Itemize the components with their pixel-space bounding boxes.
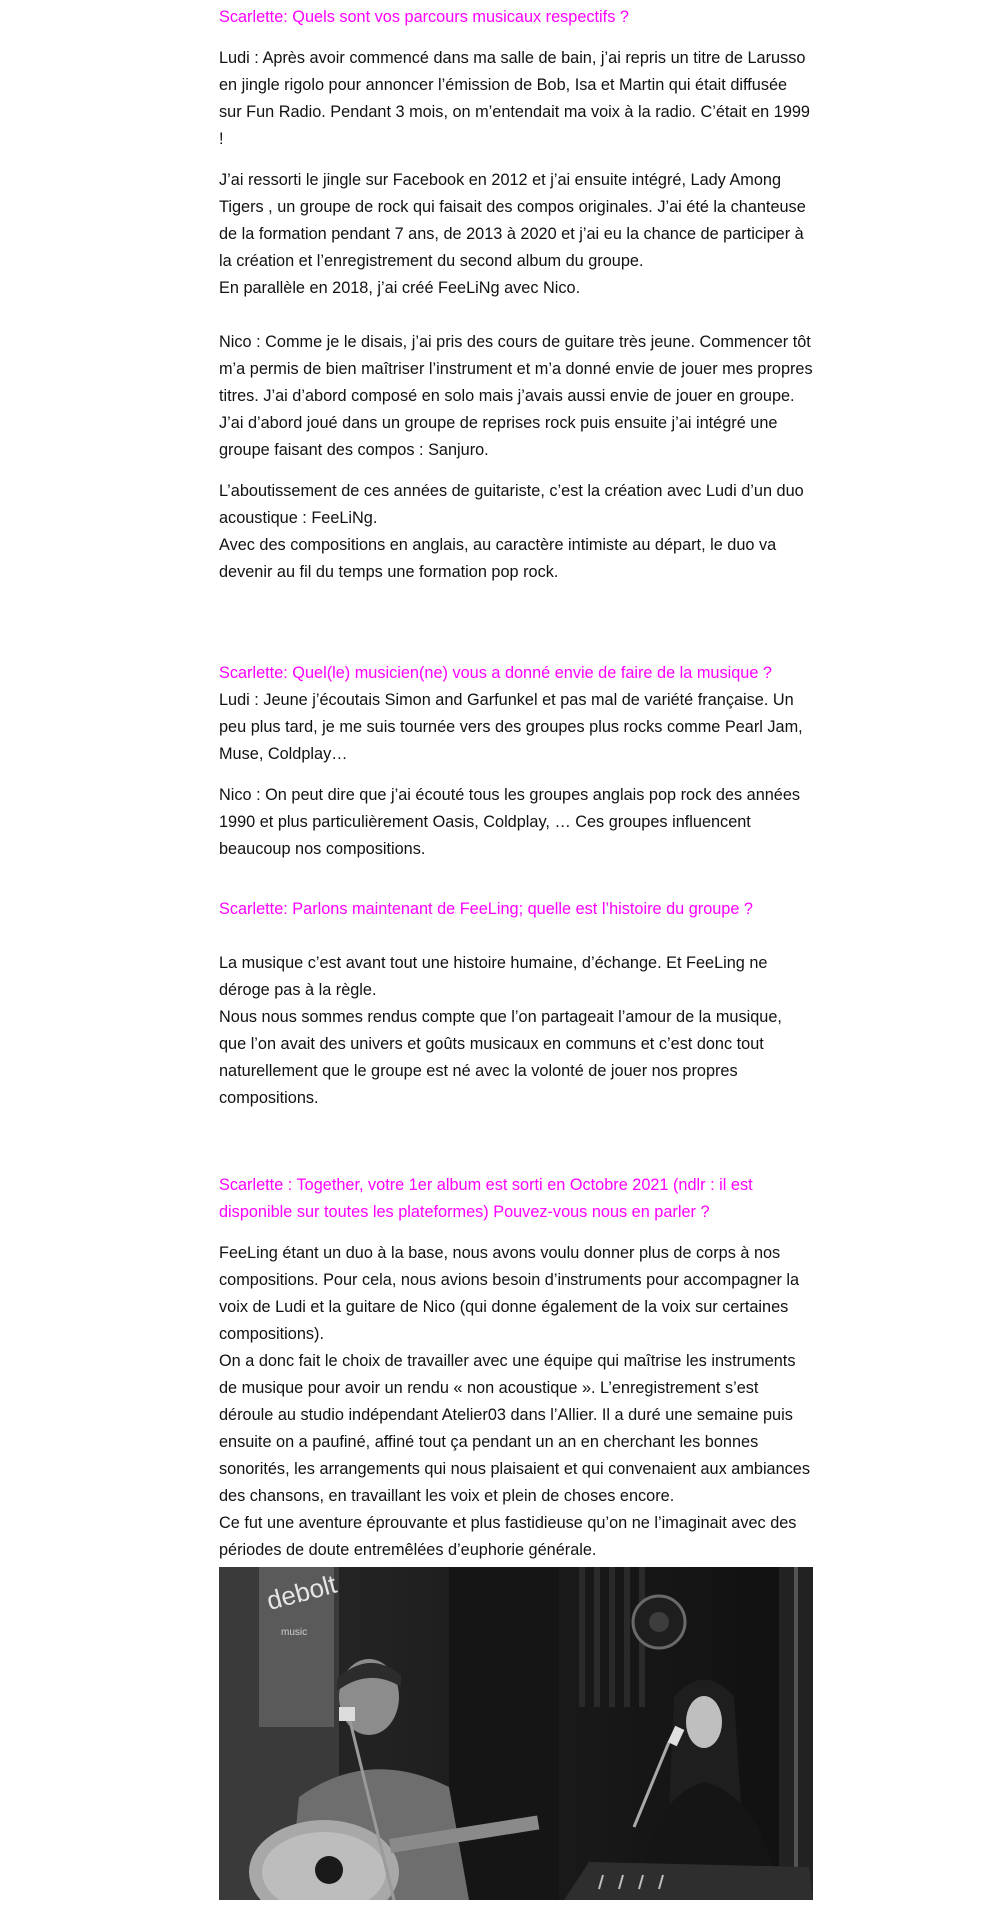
- answer-nico-parcours-2: L’aboutissement de ces années de guitariste, c’est la création avec Ludi d’un duo acoustique : FeeLiNg.: [219, 482, 804, 527]
- answer-nico-parcours-3: Avec des compositions en anglais, au caractère intimiste au départ, le duo va devenir au fil du temps une formation pop rock.: [219, 536, 777, 581]
- answer-album-3: Ce fut une aventure éprouvante et plus fastidieuse qu’on ne l’imaginait avec des périodes de doute entremêlées d’euphorie générale.: [219, 1514, 797, 1559]
- question-album: Scarlette : Together, votre 1er album est sorti en Octobre 2021 (ndlr : il est disponible sur toutes les plateformes) Pouvez-vous nous en parler ?: [219, 1176, 753, 1221]
- article-body: [219, 0, 813, 1564]
- poster-sub: music: [281, 1627, 308, 1638]
- band-photo: [219, 1567, 813, 1900]
- answer-nico-parcours: Nico : Comme je le disais, j’ai pris des cours de guitare très jeune. Commencer tôt m’a permis de bien maîtriser l’instrument et m’a donné envie de jouer mes propres titres. J’ai d’abord composé en solo mais j’avais aussi envie de jouer en groupe. J’ai d’abord joué dans un groupe de reprises rock puis ensuite j’ai intégré une groupe faisant des compos : Sanjuro.: [219, 333, 813, 459]
- answer-histoire-2: Nous nous sommes rendus compte que l’on partageait l’amour de la musique, que l’on avait des univers et goûts musicaux en communs et c’est donc tout naturellement que le groupe est né avec la volonté de jouer nos propres compositions.: [219, 1008, 782, 1107]
- question-histoire: Scarlette: Parlons maintenant de FeeLing; quelle est l’histoire du groupe ?: [219, 900, 753, 918]
- answer-album: FeeLing étant un duo à la base, nous avons voulu donner plus de corps à nos compositions. Pour cela, nous avions besoin d’instruments pour accompagner la voix de Ludi et la guitare de Nico (qui donne également de la voix sur certaines compositions).: [219, 1244, 800, 1343]
- answer-histoire: La musique c’est avant tout une histoire humaine, d’échange. Et FeeLing ne déroge pas à la règle.: [219, 954, 768, 999]
- answer-ludi-parcours-3: En parallèle en 2018, j’ai créé FeeLiNg avec Nico.: [219, 279, 581, 297]
- question-musicien: Scarlette: Quel(le) musicien(ne) vous a donné envie de faire de la musique ?: [219, 664, 772, 682]
- answer-ludi-parcours-2: J’ai ressorti le jingle sur Facebook en 2012 et j’ai ensuite intégré, Lady Among Tigers , un groupe de rock qui faisait des compos originales. J’ai été la chanteuse de la formation pendant 7 ans, de 2013 à 2020 et j’ai eu la chance de participer à la création et l’enregistrement du second album du groupe.: [219, 171, 806, 270]
- answer-album-2: On a donc fait le choix de travailler avec une équipe qui maîtrise les instruments de musique pour avoir un rendu « non acoustique ». L’enregistrement s’est déroule au studio indépendant Atelier03 dans l’Allier. Il a duré une semaine puis ensuite on a paufiné, affiné tout ça pendant un an en cherchant les bonnes sonorités, les arrangements qui nous plaisaient et qui convenaient aux ambiances des chansons, en travaillant les voix et plein de choses encore.: [219, 1352, 811, 1505]
- answer-nico-musicien: Nico : On peut dire que j’ai écouté tous les groupes anglais pop rock des années 1990 et plus particulièrement Oasis, Coldplay, … Ces groupes influencent beaucoup nos compositions.: [219, 786, 801, 858]
- answer-ludi-musicien: Ludi : Jeune j’écoutais Simon and Garfunkel et pas mal de variété française. Un peu plus tard, je me suis tournée vers des groupes plus rocks comme Pearl Jam, Muse, Coldplay…: [219, 691, 803, 763]
- answer-ludi-parcours: Ludi : Après avoir commencé dans ma salle de bain, j’ai repris un titre de Larusso en jingle rigolo pour annoncer l’émission de Bob, Isa et Martin qui était diffusée sur Fun Radio. Pendant 3 mois, on m’entendait ma voix à la radio. C’était en 1999 !: [219, 49, 810, 148]
- question-parcours: Scarlette: Quels sont vos parcours musicaux respectifs ?: [219, 8, 629, 26]
- poster-text: debolt: [263, 1568, 340, 1616]
